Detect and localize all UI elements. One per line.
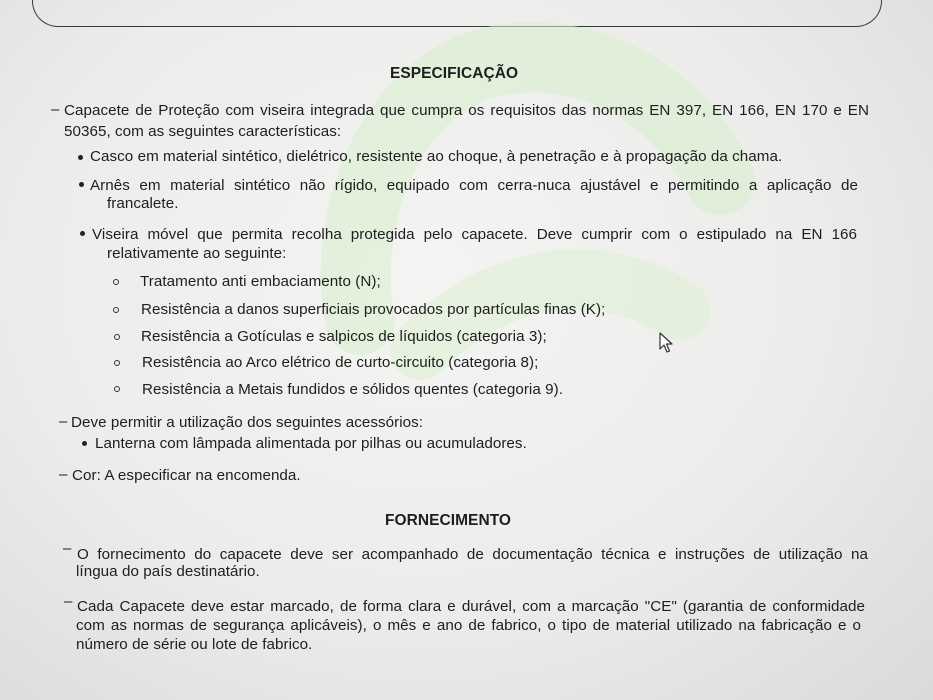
fornecimento-item1-line1: O fornecimento do capacete deve ser acompanhado de documentação técnica e instruções de utilização na [77,546,868,563]
bullet-viseira-line1: Viseira móvel que permita recolha protegida pelo capacete. Deve cumprir com o estipulado na EN 166 [92,226,857,243]
item-capacete-line2: 50365, com as seguintes características: [64,123,342,140]
item-cor: Cor: A especificar na encomenda. [72,467,301,484]
fornecimento-item1-line2: língua do país destinatário. [76,563,260,580]
bullet-lanterna: Lanterna com lâmpada alimentada por pilhas ou acumuladores. [95,435,527,452]
subitem-arco: Resistência ao Arco elétrico de curto-circuito (categoria 8); [142,354,539,371]
sub-bullet-ring [114,334,120,340]
fornecimento-item2-line3: número de série ou lote de fabrico. [76,636,313,653]
dash-marker: – [64,593,73,610]
heading-especificacao: ESPECIFICAÇÃO [390,65,519,82]
item-acessorios: Deve permitir a utilização dos seguintes acessórios: [71,414,424,431]
fornecimento-item2-line2: com as normas de segurança aplicáveis), o mês e ano de fabrico, o tipo de material utilizado na fabricação e o [76,617,861,634]
dash-marker: – [59,413,68,430]
bullet-dot [82,441,87,446]
bullet-dot [80,231,85,236]
subitem-danos: Resistência a danos superficiais provocados por partículas finas (K); [141,301,606,318]
sub-bullet-ring [114,386,120,392]
bullet-casco: Casco em material sintético, dielétrico, resistente ao choque, à penetração e à propagação da chama. [90,148,783,165]
fornecimento-item2-line1: Cada Capacete deve estar marcado, de forma clara e durável, com a marcação "CE" (garantia de conformidade [77,598,865,615]
bullet-dot [78,155,83,160]
dash-marker: – [51,101,60,118]
sub-bullet-ring [113,279,119,285]
bullet-arnes-line1: Arnês em material sintético não rígido, equipado com cerra-nuca ajustável e permitindo a aplicação de [90,177,858,194]
mouse-pointer-icon [659,332,675,354]
sub-bullet-ring [114,360,120,366]
heading-fornecimento: FORNECIMENTO [385,512,512,529]
bullet-dot [79,182,84,187]
subitem-embaciamento: Tratamento anti embaciamento (N); [140,273,381,290]
subitem-goticulas: Resistência a Gotículas e salpicos de líquidos (categoria 3); [141,328,547,345]
dash-marker: – [63,540,72,557]
dash-marker: – [59,466,68,483]
sub-bullet-ring [113,307,119,313]
bullet-viseira-line2: relativamente ao seguinte: [107,245,287,262]
bullet-arnes-line2: francalete. [107,195,179,212]
item-capacete-line1: Capacete de Proteção com viseira integrada que cumpra os requisitos das normas EN 397, EN 166, EN 170 e EN [64,102,869,119]
subitem-metais: Resistência a Metais fundidos e sólidos quentes (categoria 9). [142,381,563,398]
